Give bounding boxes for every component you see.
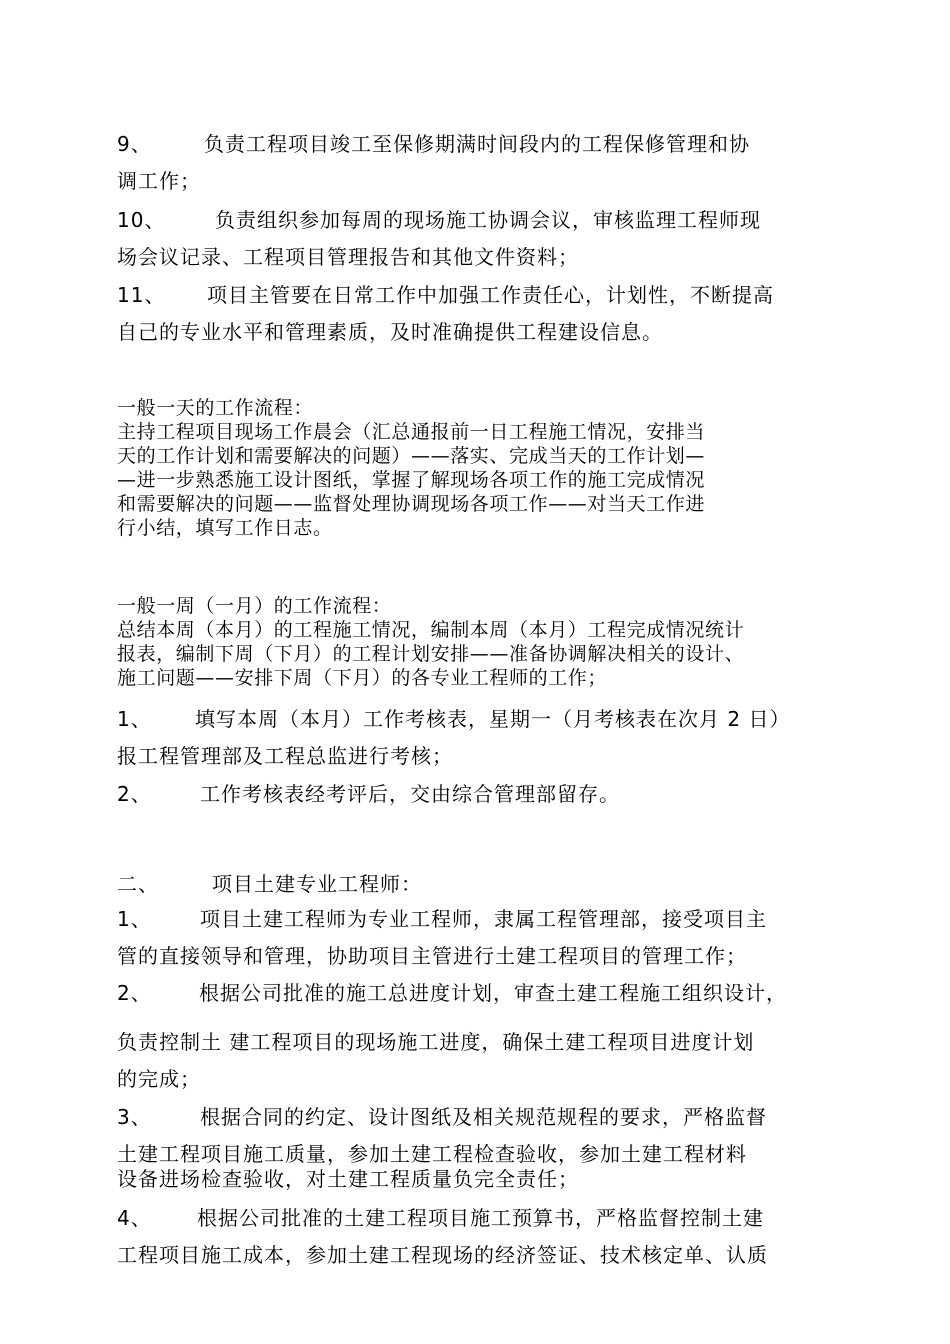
weekly-item-1-line-2: 报工程管理部及工程总监进行考核； [117,744,453,768]
s2-item-4-line-1: 4、 根据公司批准的土建工程项目施工预算书，严格监督控制土建 [117,1206,764,1230]
s2-item-2-line-1: 2、 根据公司批准的施工总进度计划，审查土建工程施工组织设计， [117,981,787,1005]
weekly-item-2-number: 2、 [117,782,152,806]
item-9-number: 9、 [117,132,152,156]
section-2-title-line [117,871,422,897]
section-2-title: 项目土建专业工程师： [212,872,422,896]
s2-item-4-number: 4、 [117,1206,152,1230]
s2-item-1-line-2: 管的直接领导和管理，协助项目主管进行土建工程项目的管理工作； [117,944,747,968]
s2-item-3-line-1: 3、 根据合同的约定、设计图纸及相关规范规程的要求，严格监督 [117,1105,767,1129]
s2-item-1-line-1: 1、 项目土建工程师为专业工程师，隶属工程管理部，接受项目主 [117,907,767,931]
weekly-line: 报表，编制下周（下月）的工程计划安排——准备协调解决相关的设计、 [117,643,745,665]
item-11-number: 11、 [117,283,166,307]
item-11-line-1: 11、 项目主管要在日常工作中加强工作责任心，计划性，不断提高 [117,283,774,307]
weekly-item-1-number: 1、 [117,707,152,731]
s2-item-3-line-3: 设备进场检查验收，对土建工程质量负完全责任； [117,1167,579,1191]
item-10-line-1: 10、 负责组织参加每周的现场施工协调会议，审核监理工程师现 [117,208,761,232]
item-11-line-2: 自己的专业水平和管理素质，及时准确提供工程建设信息。 [117,320,663,344]
daily-heading: 一般一天的工作流程： [117,397,314,419]
weekly-heading: 一般一周（一月）的工作流程： [117,595,392,617]
daily-line: —进一步熟悉施工设计图纸，掌握了解现场各项工作的施工完成情况 [117,469,706,491]
weekly-item-1-line-1: 1、 填写本周（本月）工作考核表，星期一（月考核表在次月 2 日） [117,707,791,731]
s2-item-4-line-2: 工程项目施工成本，参加土建工程现场的经济签证、技术核定单、认质 [117,1243,768,1267]
s2-item-2-line-2: 负责控制土 建工程项目的现场施工进度，确保土建工程项目进度计划 [117,1030,755,1054]
item-10-line-2: 场会议记录、工程项目管理报告和其他文件资料； [117,245,579,269]
s2-item-2-line-3: 的完成； [117,1067,201,1091]
weekly-line: 施工问题——安排下周（下月）的各专业工程师的工作； [117,667,608,689]
item-9-line-2: 调工作； [117,169,201,193]
weekly-item-2-line-1: 2、 工作考核表经考评后，交由综合管理部留存。 [117,782,620,806]
s2-item-2-number: 2、 [117,981,152,1005]
daily-line: 天的工作计划和需要解决的问题）——落实、完成当天的工作计划— [117,445,706,467]
daily-line: 主持工程项目现场工作晨会（汇总通报前一日工程施工情况，安排当 [117,421,706,443]
section-2-number: 二、 [117,872,159,896]
s2-item-3-line-2: 土建工程项目施工质量，参加土建工程检查验收，参加土建工程材料 [117,1142,747,1166]
daily-line: 行小结，填写工作日志。 [117,517,333,539]
s2-item-1-number: 1、 [117,907,152,931]
item-10-number: 10、 [117,208,166,232]
item-9-line-1: 9、 负责工程项目竣工至保修期满时间段内的工程保修管理和协 [117,132,750,156]
daily-line: 和需要解决的问题——监督处理协调现场各项工作——对当天工作进 [117,493,706,515]
s2-item-3-number: 3、 [117,1105,152,1129]
weekly-line: 总结本周（本月）的工程施工情况，编制本周（本月）工程完成情况统计 [117,619,745,641]
